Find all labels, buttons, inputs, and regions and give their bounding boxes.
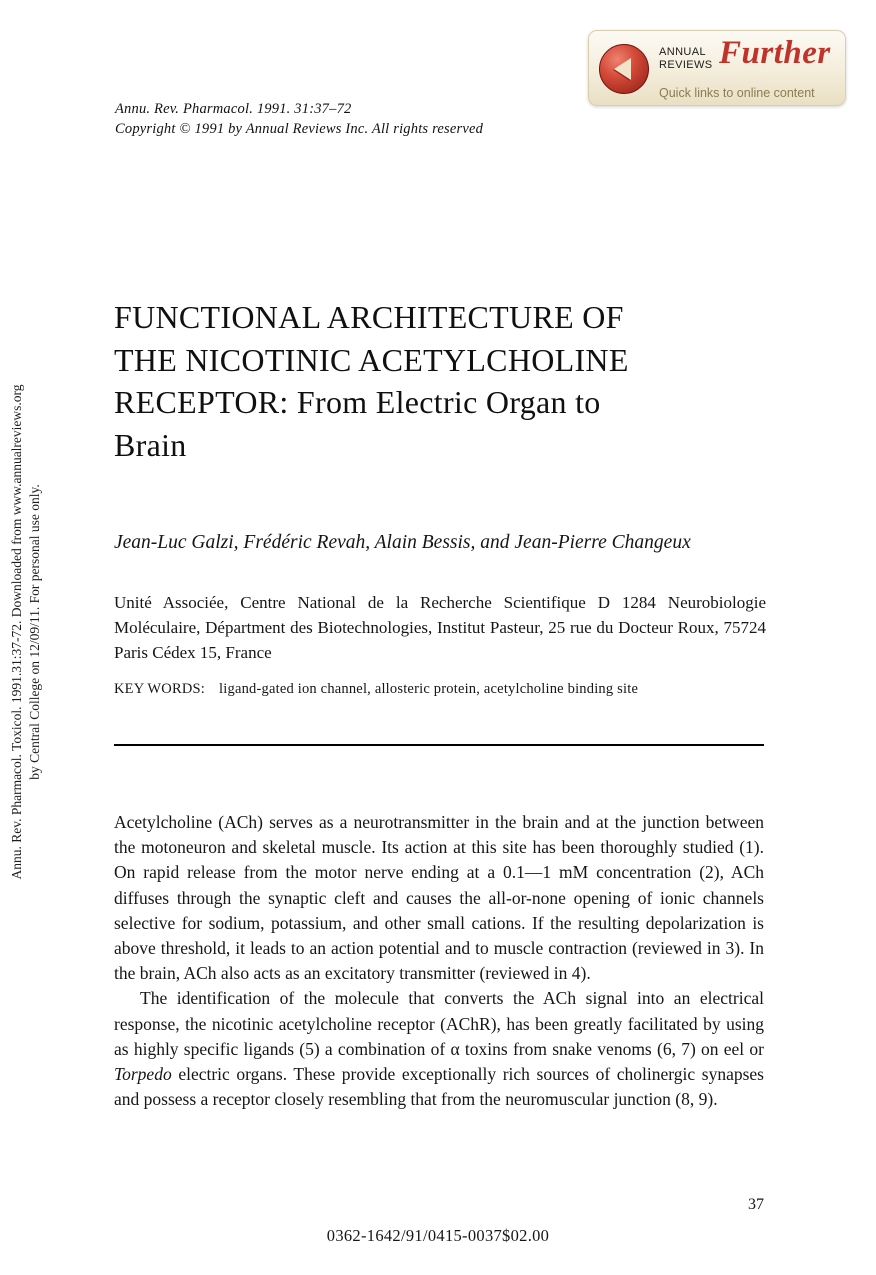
paragraph-2-species-name: Torpedo <box>114 1064 172 1085</box>
copyright-line: Copyright © 1991 by Annual Reviews Inc. All rights reserved <box>115 120 484 137</box>
further-wordmark: Further <box>719 35 831 71</box>
download-watermark-line1: Annu. Rev. Pharmacol. Toxicol. 1991.31:37-72. Downloaded from www.annualreviews.org <box>9 384 24 880</box>
article-title-line-4: Brain <box>114 426 187 463</box>
header-citation-block <box>115 100 483 139</box>
issn-code: 0362-1642/91/0415-0037$02.00 <box>326 1226 550 1245</box>
badge-tagline: Quick links to online content <box>659 86 815 100</box>
annual-reviews-further-badge[interactable] <box>588 30 846 106</box>
download-watermark <box>8 312 44 952</box>
article-body <box>114 810 764 1112</box>
annual-reviews-logo-line2: REVIEWS <box>659 58 713 71</box>
divider-rule <box>114 744 764 746</box>
paragraph-2-part2: electric organs. These provide exceptionally rich sources of cholinergic synapses and possess a receptor closely resembling that from the neuromuscular junction (8, 9). <box>114 1064 764 1110</box>
article-title-line-3: RECEPTOR: From Electric Organ to <box>114 384 601 420</box>
paragraph-1: Acetylcholine (ACh) serves as a neurotransmitter in the brain and at the junction between the motoneuron and skeletal muscle. Its action at this site has been thoroughly studied (1). On rapid release from the motor nerve ending at a 0.1—1 mM concentration (2), ACh diffuses through the synaptic cleft and causes the all-or-none opening of ionic channels selective for sodium, potassium, and other small cations. If the resulting depolarization is above threshold, it leads to an action potential and to muscle contraction (reviewed in 3). In the brain, ACh also acts as an excitatory transmitter (reviewed in 4). <box>114 812 764 984</box>
page-number: 37 <box>748 1196 764 1213</box>
article-title-line-2: THE NICOTINIC ACETYLCHOLINE <box>114 341 629 378</box>
article-title <box>114 296 794 466</box>
keywords-list: ligand-gated ion channel, allosteric protein, acetylcholine binding site <box>219 681 639 697</box>
authors-line: Jean-Luc Galzi, Frédéric Revah, Alain Bessis, and Jean-Pierre Changeux <box>114 532 691 553</box>
keywords-row <box>114 681 794 698</box>
annual-reviews-logo-text <box>659 46 713 71</box>
further-play-icon[interactable] <box>599 44 649 94</box>
article-title-line-1: FUNCTIONAL ARCHITECTURE OF <box>114 299 624 335</box>
left-arrow-icon <box>614 58 631 80</box>
journal-citation: Annu. Rev. Pharmacol. 1991. 31:37–72 <box>115 101 352 117</box>
download-watermark-line2: by Central College on 12/09/11. For personal use only. <box>27 484 42 780</box>
paragraph-2-part1: The identification of the molecule that converts the ACh signal into an electrical response, the nicotinic acetylcholine receptor (AChR), has been greatly facilitated by using as highly specific ligands (5) a combination of α toxins from snake venoms (6, 7) on eel or <box>114 988 764 1059</box>
affiliation: Unité Associée, Centre National de la Recherche Scientifique D 1284 Neurobiologie Moléculaire, Départment des Biotechnologies, Institut Pasteur, 25 rue du Docteur Roux, 75724 Paris Cédex 15, France <box>114 593 766 662</box>
paragraph-2 <box>114 986 764 1112</box>
annual-reviews-logo-line1: ANNUAL <box>659 46 707 58</box>
keywords-label: KEY WORDS: <box>114 681 206 697</box>
